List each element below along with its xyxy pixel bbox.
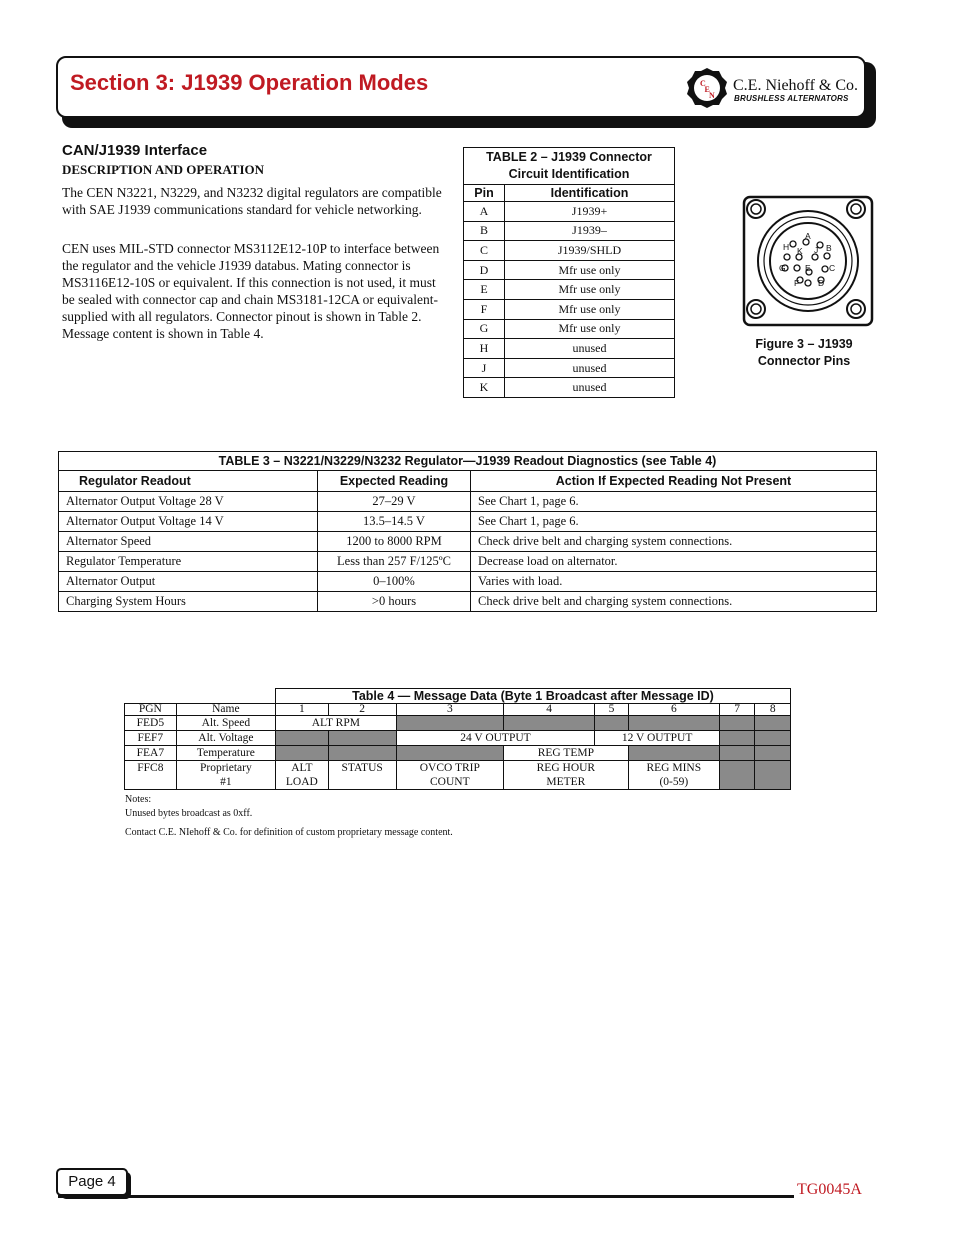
- col-name: Name: [176, 704, 275, 716]
- 24v-output-cell: 24 V OUTPUT: [396, 731, 595, 746]
- table-row: [464, 378, 675, 398]
- readout-cell: Alternator Speed: [59, 532, 318, 552]
- footer-rule: [58, 1195, 794, 1198]
- identification-cell: J1939–: [505, 221, 675, 241]
- interface-heading: CAN/J1939 Interface: [62, 142, 208, 159]
- name-line-1: Proprietary: [199, 762, 252, 774]
- table-row: [464, 260, 675, 280]
- table-row: [464, 202, 675, 222]
- reg-mins-line-2: (0-59): [659, 776, 689, 788]
- status-cell: STATUS: [328, 761, 396, 790]
- pin-cell: J: [464, 358, 505, 378]
- alt-load-cell: [276, 761, 329, 790]
- page-number: Page 4: [56, 1168, 128, 1196]
- identification-cell: unused: [505, 358, 675, 378]
- connector-pins-diagram: [742, 195, 874, 327]
- name-cell: Alt. Voltage: [176, 731, 275, 746]
- 12v-output-cell: 12 V OUTPUT: [595, 731, 720, 746]
- identification-cell: unused: [505, 339, 675, 359]
- identification-cell: Mfr use only: [505, 280, 675, 300]
- col-byte-7: 7: [719, 704, 754, 716]
- unused-byte-cell: [276, 746, 329, 761]
- alt-rpm-cell: ALT RPM: [276, 716, 397, 731]
- connector-table: [463, 147, 675, 398]
- unused-byte-cell: [276, 731, 329, 746]
- table-row: [59, 592, 877, 612]
- pin-label-e: E: [805, 263, 811, 273]
- unused-byte-cell: [328, 731, 396, 746]
- unused-byte-cell: [628, 746, 719, 761]
- pin-cell: K: [464, 378, 505, 398]
- reg-hour-line-2: METER: [546, 776, 586, 788]
- pin-cell: H: [464, 339, 505, 359]
- diagnostics-table-title: TABLE 3 – N3221/N3229/N3232 Regulator—J1939 Readout Diagnostics (see Table 4): [59, 452, 877, 471]
- name-cell: Temperature: [176, 746, 275, 761]
- col-pin: Pin: [464, 185, 505, 202]
- col-identification: Identification: [505, 185, 675, 202]
- table-row: [59, 552, 877, 572]
- reg-mins-cell: [628, 761, 719, 790]
- col-byte-6: 6: [628, 704, 719, 716]
- connector-table-title-line1: TABLE 2 – J1939 Connector: [486, 150, 652, 164]
- pin-label-b: B: [826, 243, 832, 253]
- col-byte-3: 3: [396, 704, 503, 716]
- pin-label-f: F: [794, 278, 800, 288]
- table-row: [464, 241, 675, 261]
- pin-label-d: D: [818, 278, 825, 288]
- identification-cell: unused: [505, 378, 675, 398]
- table-row: [125, 746, 791, 761]
- company-tagline: BRUSHLESS ALTERNATORS: [734, 94, 849, 103]
- action-cell: See Chart 1, page 6.: [471, 512, 877, 532]
- unused-byte-cell: [719, 716, 754, 731]
- col-pgn: PGN: [125, 704, 177, 716]
- expected-cell: Less than 257 F/125ºC: [318, 552, 471, 572]
- pgn-cell: FFC8: [125, 761, 177, 790]
- unused-byte-cell: [755, 761, 791, 790]
- expected-cell: >0 hours: [318, 592, 471, 612]
- alt-load-line-1: ALT: [291, 762, 313, 774]
- logo-letter-c: C: [700, 79, 706, 88]
- action-cell: Check drive belt and charging system connections.: [471, 592, 877, 612]
- connector-table-title-line2: Circuit Identification: [508, 167, 630, 181]
- col-byte-8: 8: [755, 704, 791, 716]
- table-row: [59, 512, 877, 532]
- name-cell: [176, 761, 275, 790]
- identification-cell: J1939+: [505, 202, 675, 222]
- pin-label-k: K: [797, 246, 803, 256]
- company-name: C.E. Niehoff & Co.: [733, 77, 859, 94]
- pin-label-h: H: [783, 242, 790, 252]
- unused-byte-cell: [328, 746, 396, 761]
- notes-line-1: Unused bytes broadcast as 0xff.: [125, 808, 253, 819]
- readout-cell: Regulator Temperature: [59, 552, 318, 572]
- table-row: [59, 492, 877, 512]
- ovco-line-2: COUNT: [430, 776, 470, 788]
- expected-cell: 0–100%: [318, 572, 471, 592]
- table-row: [59, 572, 877, 592]
- pin-label-a: A: [805, 231, 811, 241]
- pin-label-j: J: [814, 245, 819, 255]
- action-cell: See Chart 1, page 6.: [471, 492, 877, 512]
- action-cell: Varies with load.: [471, 572, 877, 592]
- document-id: TG0045A: [797, 1181, 862, 1198]
- expected-cell: 1200 to 8000 RPM: [318, 532, 471, 552]
- table-row: [464, 221, 675, 241]
- table-notes: [125, 793, 453, 840]
- unused-byte-cell: [504, 716, 595, 731]
- figure-caption: [735, 336, 873, 370]
- pgn-cell: FEA7: [125, 746, 177, 761]
- unused-byte-cell: [755, 746, 791, 761]
- identification-cell: Mfr use only: [505, 319, 675, 339]
- col-byte-4: 4: [504, 704, 595, 716]
- ovco-line-1: OVCO TRIP: [419, 762, 480, 774]
- logo-letter-n: N: [709, 91, 715, 100]
- readout-cell: Alternator Output Voltage 14 V: [59, 512, 318, 532]
- table-row: [464, 319, 675, 339]
- unused-byte-cell: [396, 746, 503, 761]
- name-line-2: #1: [220, 776, 232, 788]
- description-heading: DESCRIPTION AND OPERATION: [62, 162, 265, 177]
- ovco-trip-count-cell: [396, 761, 503, 790]
- unused-byte-cell: [719, 731, 754, 746]
- unused-byte-cell: [755, 731, 791, 746]
- table-row: [464, 280, 675, 300]
- col-action: Action If Expected Reading Not Present: [471, 471, 877, 492]
- message-data-table: [124, 688, 791, 790]
- table-row: [59, 532, 877, 552]
- unused-byte-cell: [595, 716, 628, 731]
- unused-byte-cell: [719, 761, 754, 790]
- pin-cell: G: [464, 319, 505, 339]
- table-row: [125, 761, 791, 790]
- pin-cell: C: [464, 241, 505, 261]
- pin-label-g: G: [779, 263, 786, 273]
- table-row: [464, 358, 675, 378]
- notes-line-2: Contact C.E. NIehoff & Co. for definition of custom proprietary message content.: [125, 827, 453, 838]
- reg-temp-cell: REG TEMP: [504, 746, 629, 761]
- cen-logo-icon: [686, 67, 728, 109]
- pin-label-c: C: [829, 263, 836, 273]
- readout-cell: Alternator Output Voltage 28 V: [59, 492, 318, 512]
- pin-cell: D: [464, 260, 505, 280]
- figure-caption-line1: Figure 3 – J1939: [755, 337, 853, 351]
- unused-byte-cell: [755, 716, 791, 731]
- pgn-cell: FED5: [125, 716, 177, 731]
- readout-cell: Charging System Hours: [59, 592, 318, 612]
- col-byte-5: 5: [595, 704, 628, 716]
- col-expected-reading: Expected Reading: [318, 471, 471, 492]
- name-cell: Alt. Speed: [176, 716, 275, 731]
- action-cell: Check drive belt and charging system connections.: [471, 532, 877, 552]
- figure-caption-line2: Connector Pins: [757, 354, 851, 368]
- identification-cell: J1939/SHLD: [505, 241, 675, 261]
- intro-paragraph-2: CEN uses MIL-STD connector MS3112E12-10P to interface between the regulator and the vehicle J1939 databus. Mating connector is MS3116E12-10S or equivalent. If this connection is not used, it must be sealed with connector cap and chain MS3181-12CA or equivalent-supplied with all regulators. Connector pinout is shown in Table 2. Message content is shown in Table 4.: [62, 241, 440, 341]
- reg-mins-line-1: REG MINS: [646, 762, 702, 774]
- table-row: [464, 339, 675, 359]
- reg-hour-line-1: REG HOUR: [536, 762, 596, 774]
- expected-cell: 27–29 V: [318, 492, 471, 512]
- logo-letter-e: E: [704, 85, 710, 94]
- table-row: [125, 731, 791, 746]
- intro-paragraph-1: The CEN N3221, N3229, and N3232 digital regulators are compatible with SAE J1939 communications standard for vehicle networking.: [62, 185, 442, 217]
- message-data-title: Table 4 — Message Data (Byte 1 Broadcast after Message ID): [276, 689, 791, 704]
- table-row: [125, 716, 791, 731]
- notes-label: Notes:: [125, 794, 152, 805]
- unused-byte-cell: [628, 716, 719, 731]
- col-byte-1: 1: [276, 704, 329, 716]
- action-cell: Decrease load on alternator.: [471, 552, 877, 572]
- identification-cell: Mfr use only: [505, 299, 675, 319]
- identification-cell: Mfr use only: [505, 260, 675, 280]
- expected-cell: 13.5–14.5 V: [318, 512, 471, 532]
- diagnostics-table: [58, 451, 877, 612]
- reg-hour-meter-cell: [504, 761, 629, 790]
- unused-byte-cell: [719, 746, 754, 761]
- table-row: [464, 299, 675, 319]
- alt-load-line-2: LOAD: [285, 776, 318, 788]
- col-byte-2: 2: [328, 704, 396, 716]
- readout-cell: Alternator Output: [59, 572, 318, 592]
- pin-cell: A: [464, 202, 505, 222]
- connector-table-title: [464, 148, 675, 185]
- unused-byte-cell: [396, 716, 503, 731]
- section-title: Section 3: J1939 Operation Modes: [70, 70, 429, 95]
- pin-cell: F: [464, 299, 505, 319]
- pgn-cell: FEF7: [125, 731, 177, 746]
- col-regulator-readout: Regulator Readout: [59, 471, 318, 492]
- pin-cell: B: [464, 221, 505, 241]
- pin-cell: E: [464, 280, 505, 300]
